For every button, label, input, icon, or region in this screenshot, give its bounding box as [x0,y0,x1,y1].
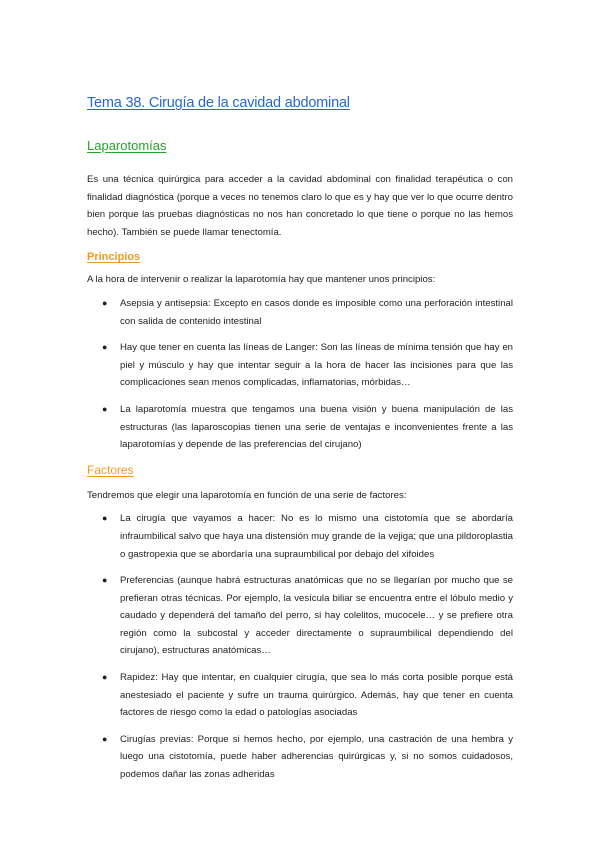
bullet-icon: ● [102,297,108,308]
subheading-principios: Principios [87,251,141,264]
subheading-factores: Factores [87,462,134,477]
section-title-laparotomias: Laparotomías [87,138,167,153]
list-item [87,669,513,722]
list-item-text: Rapidez: Hay que intentar, en cualquier cirugía, que sea lo más corta posible porque está anestesiado el paciente y sufre un trauma quirúrgico. Además, hay que tener en cuenta factores de riesgo como la edad o patologías asociadas [120,672,513,719]
principios-lead: A la hora de intervenir o realizar la laparotomía hay que mantener unos principios: [87,274,436,286]
list-item-text: Cirugías previas: Porque si hemos hecho, por ejemplo, una castración de una hembra y luego una cistotomía, puede haber adherencias quirúrgicas y, si no somos cuidadosos, podemos dañar las zonas adheridas [120,733,513,781]
list-item [87,510,513,563]
bullet-icon: ● [102,513,108,524]
list-item [87,572,513,660]
list-item-text: Preferencias (aunque habrá estructuras anatómicas que no se llegarían por mucho que se prefieran otras técnicas. Por ejemplo, la vesícula biliar se encuentra entre el lóbulo medio y caudado y dependerá del tamaño del perro, si hay colelitos, mucocele… y se prefiere otra región como la subcostal y acceder directamente o supraumbilical dependiendo del cirujano), estructuras anatómicas… [120,575,513,657]
intro-paragraph: Es una técnica quirúrgica para acceder a la cavidad abdominal con finalidad terapéutica o con finalidad diagnóstica (porque a veces no tenemos claro lo que es y hay que ver lo que ocurre dentro bien porque las pruebas diagnósticas no nos han concretado lo que tiene o porque no las hemos hecho). También se puede llamar tenectomía. [87,174,513,238]
list-item-text: Asepsia y antisepsia: Excepto en casos donde es imposible como una perforación intestinal con salida de contenido intestinal [120,297,513,327]
list-item-text: Hay que tener en cuenta las líneas de Langer: Son las líneas de mínima tensión que hay en piel y músculo y hay que intentar seguir a la hora de hacer las incisiones para que las complicaciones sean menos complicadas, inflamatorias, mórbidas… [120,342,513,389]
bullet-icon: ● [102,733,108,744]
bullet-icon: ● [102,342,108,353]
list-item [87,295,513,330]
list-item [87,401,513,454]
document-title: Tema 38. Cirugía de la cavidad abdominal [87,95,350,111]
bullet-icon: ● [102,575,108,586]
list-item [87,339,513,392]
factores-list [87,510,513,783]
list-item-text: La laparotomía muestra que tengamos una buena visión y buena manipulación de las estructuras (las laparoscopias tienen una serie de ventajas e inconvenientes frente a las laparotomías y depende de las preferencias del cirujano) [120,403,513,451]
list-item-text: La cirugía que vayamos a hacer: No es lo mismo una cistotomía que se abordaría infraumbilical salvo que haya una distensión muy grande de la vejiga; que una pildoroplastia o gastropexia que se abordaría una supraumbilical por debajo del xifoides [120,513,513,560]
list-item [87,731,513,784]
bullet-icon: ● [102,403,108,414]
factores-lead: Tendremos que elegir una laparotomía en función de una serie de factores: [87,489,407,501]
principios-list [87,295,513,454]
bullet-icon: ● [102,672,108,683]
